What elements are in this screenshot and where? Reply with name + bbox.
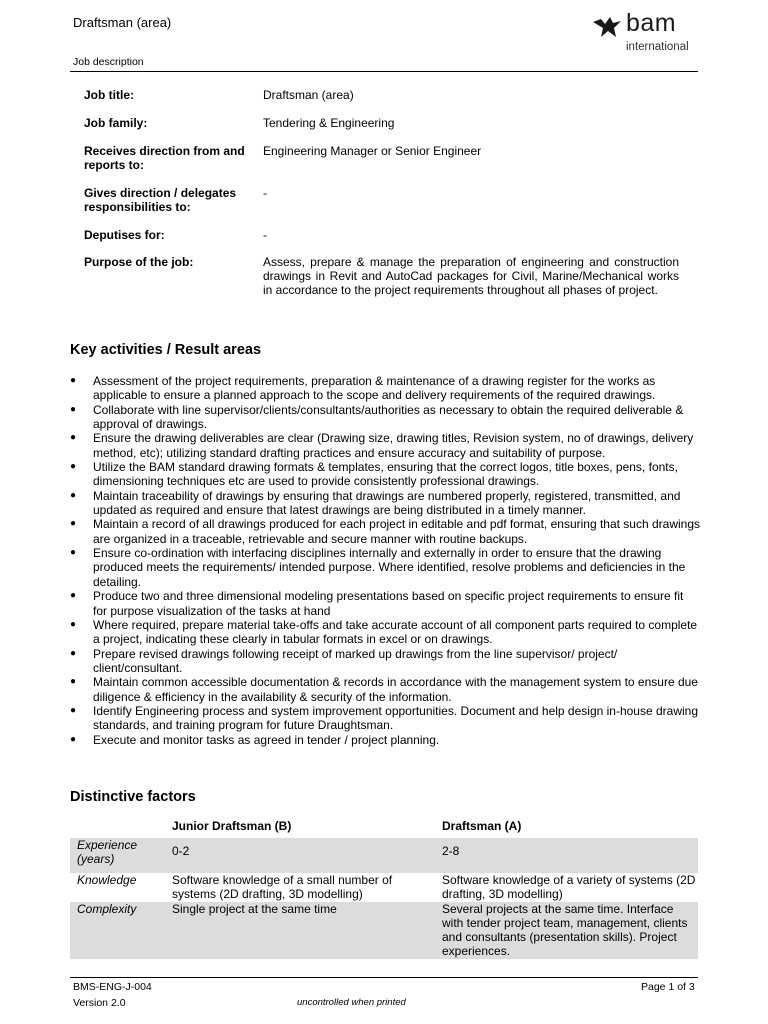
info-label: Receives direction from and reports to: <box>84 144 245 172</box>
cell-draftsman: Several projects at the same time. Interface with tender project team, management, clients and consultants (presentation skills). Project experiences. <box>435 902 698 959</box>
bullet-icon: ● <box>70 461 77 473</box>
table-row <box>70 873 698 902</box>
bullet-icon: ● <box>70 403 77 415</box>
row-label: Complexity <box>70 902 165 959</box>
info-label: Deputises for: <box>84 228 165 242</box>
info-value: Engineering Manager or Senior Engineer <box>263 144 482 158</box>
table-row <box>70 902 698 959</box>
bam-logo <box>592 9 702 57</box>
list-item <box>70 704 700 733</box>
table-header-row <box>70 819 698 838</box>
bullet-icon: ● <box>70 647 77 659</box>
list-item <box>70 733 700 747</box>
list-item-text: Prepare revised drawings following receipt of marked up drawings from the line supervisor/ project/ client/consultant. <box>93 646 618 675</box>
list-item <box>70 489 700 518</box>
list-item <box>70 647 700 676</box>
footer-divider <box>70 977 698 978</box>
bullet-icon: ● <box>70 489 77 501</box>
logo-sub-text: international <box>626 41 689 53</box>
cell-draftsman: Software knowledge of a variety of systems (2D drafting, 3D modelling) <box>442 873 696 902</box>
list-item <box>70 546 700 589</box>
footer-page-number: Page 1 of 3 <box>641 981 695 993</box>
document-title: Draftsman (area) <box>73 15 172 30</box>
list-item <box>70 517 700 546</box>
bullet-icon: ● <box>70 733 77 745</box>
info-value: Assess, prepare & manage the preparation of engineering and construction drawings in Revit and AutoCad packages for Civil, Marine/Mechanical works in accordance to the project requirements throughout all phases of project. <box>263 255 679 297</box>
list-item-text: Maintain common accessible documentation & records in accordance with the management system to ensure due diligence & efficiency in the availability & security of the information. <box>93 675 698 704</box>
footer-doc-code: BMS-ENG-J-004 <box>73 981 152 993</box>
bullet-icon: ● <box>70 375 77 386</box>
cell-junior: Single project at the same time <box>165 902 435 959</box>
list-item-text: Execute and monitor tasks as agreed in tender / project planning. <box>93 732 440 747</box>
list-item-text: Ensure the drawing deliverables are clear (Drawing size, drawing titles, Revision system, no of drawings, delivery method, etc); utilizing standard drafting practices and ensure accuracy and suitability of purpose. <box>93 431 694 460</box>
bullet-icon: ● <box>70 676 77 688</box>
list-item <box>70 589 700 618</box>
list-item-text: Collaborate with line supervisor/clients/consultants/authorities as necessary to obtain the required deliverable & approval of drawings. <box>93 402 684 432</box>
document-subtitle: Job description <box>73 56 144 68</box>
table-row <box>70 838 698 873</box>
info-label: Gives direction / delegates responsibilities to: <box>84 186 237 214</box>
bullet-icon: ● <box>70 547 77 559</box>
info-value: - <box>263 186 267 200</box>
info-value: - <box>263 228 267 242</box>
header-divider <box>70 71 698 72</box>
info-label: Job family: <box>84 116 148 130</box>
bullet-icon: ● <box>70 618 77 630</box>
cell-junior: 0-2 <box>165 838 435 873</box>
bullet-icon: ● <box>70 704 77 716</box>
list-item <box>70 374 700 403</box>
row-label: Knowledge <box>77 873 137 887</box>
list-item-text: Assessment of the project requirements, preparation & maintenance of a drawing register for the works as applicable to ensure a planned approach to the scope and delivery requirements of the required drawings. <box>93 374 656 403</box>
info-value: Draftsman (area) <box>263 88 354 102</box>
distinctive-factors-heading: Distinctive factors <box>70 789 196 805</box>
list-item <box>70 675 700 704</box>
distinctive-factors-table <box>70 819 698 959</box>
bam-bird-icon <box>592 16 622 38</box>
list-item-text: Produce two and three dimensional modeling presentations based on specific project requirements to ensure fit for purpose visualization of the tasks at hand <box>93 589 684 618</box>
column-header: Junior Draftsman (B) <box>172 819 292 833</box>
list-item-text: Ensure co-ordination with interfacing disciplines internally and externally in order to ensure that the drawing produced meets the requirements/ intended purpose. Where identified, resolve problems and deficiencies in the detailing. <box>93 546 686 589</box>
list-item-text: Utilize the BAM standard drawing formats & templates, ensuring that the correct logos, title boxes, pens, fonts, dimensioning techniques etc are used to provide consistently professional drawings. <box>93 460 678 489</box>
bullet-icon: ● <box>70 590 77 602</box>
list-item-text: Where required, prepare material take-offs and take accurate account of all component parts required to complete a project, indicating these clearly in tabular formats in excel or on drawings. <box>93 617 698 647</box>
footer-version: Version 2.0 <box>73 997 126 1009</box>
bullet-icon: ● <box>70 518 77 530</box>
list-item <box>70 618 700 647</box>
list-item-text: Identify Engineering process and system improvement opportunities. Document and help design in-house drawing standards, and training program for future Draughtsman. <box>93 703 699 733</box>
info-value: Tendering & Engineering <box>263 116 395 130</box>
row-label: Experience (years) <box>70 838 165 873</box>
list-item-text: Maintain a record of all drawings produced for each project in editable and pdf format, ensuring that such drawings are organized in a traceable, retrievable and secure manner with routine backups. <box>93 517 701 546</box>
info-label: Job title: <box>84 88 134 102</box>
list-item <box>70 460 700 489</box>
list-item-text: Maintain traceability of drawings by ensuring that drawings are numbered properly, registered, transmitted, and updated as required and ensure that latest drawings are being distributed in a timely manner. <box>93 488 681 518</box>
bullet-icon: ● <box>70 432 77 444</box>
list-item <box>70 403 700 432</box>
logo-brand-text: bam <box>626 9 677 37</box>
info-label: Purpose of the job: <box>84 255 194 269</box>
cell-draftsman: 2-8 <box>435 838 698 873</box>
key-activities-heading: Key activities / Result areas <box>70 342 262 358</box>
column-header: Draftsman (A) <box>442 819 522 833</box>
list-item <box>70 431 700 460</box>
footer-notice: uncontrolled when printed <box>297 997 406 1008</box>
column-header <box>70 819 165 838</box>
key-activities-list <box>70 374 700 747</box>
cell-junior: Software knowledge of a small number of systems (2D drafting, 3D modelling) <box>172 873 393 902</box>
